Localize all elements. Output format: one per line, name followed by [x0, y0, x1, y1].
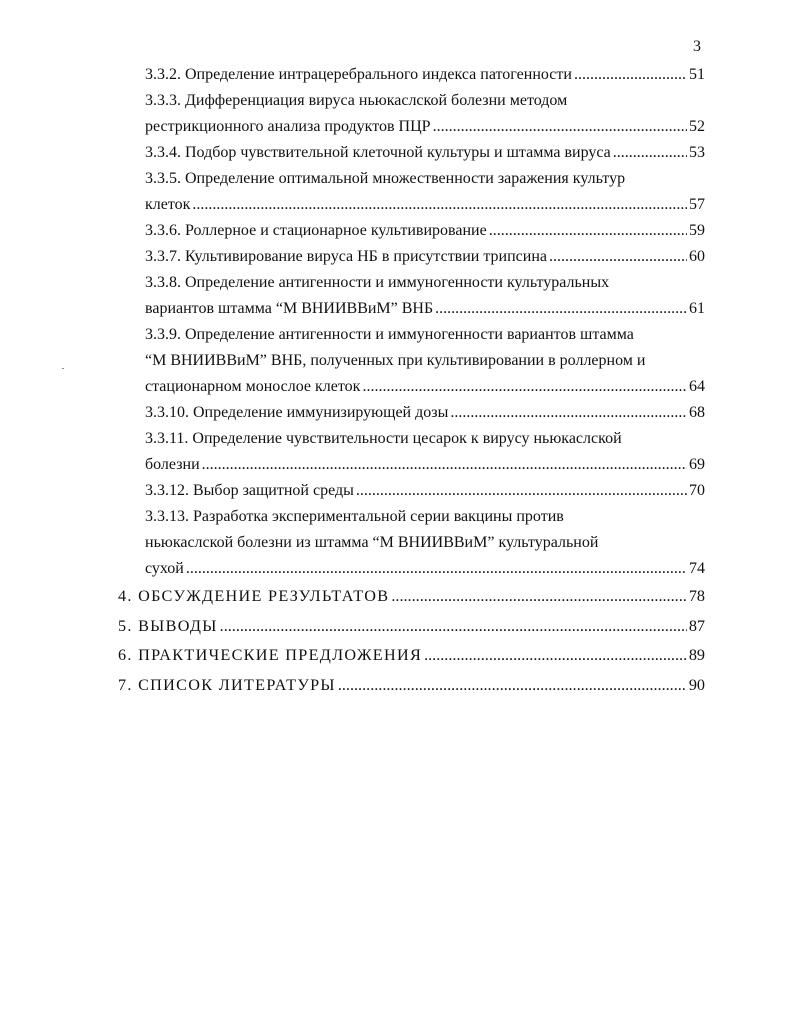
toc-entry-last-line — [145, 192, 705, 218]
toc-entry-last-line — [145, 452, 705, 478]
dot-leader — [192, 192, 687, 218]
toc-section-page: 90 — [688, 675, 705, 694]
toc-entry[interactable] — [0, 140, 705, 166]
toc-entry-title: 3.3.6. Роллерное и стационарное культивирование — [145, 222, 487, 239]
toc-entry-line: 3.3.3. Дифференциация вируса ньюкаслской болезни методом — [145, 92, 568, 109]
toc-entry-page: 60 — [689, 248, 705, 265]
toc-entry-last-line — [145, 400, 705, 426]
toc-section-title: 5. ВЫВОДЫ — [118, 616, 218, 635]
toc-entry-title: стационарном монослое клеток — [145, 378, 361, 395]
toc-entry-page: 74 — [689, 560, 705, 577]
toc-entry[interactable] — [0, 400, 705, 426]
toc-entry-page: 61 — [689, 300, 705, 317]
dot-leader — [202, 452, 687, 478]
dot-leader — [549, 244, 687, 270]
toc-entry[interactable] — [0, 504, 705, 582]
toc-entry-last-line — [145, 62, 705, 88]
toc-entry-last-line — [145, 556, 705, 582]
toc-entry-line: ньюкаслской болезни из штамма “М ВНИИВВиМ” культуральной — [145, 534, 599, 551]
toc-entry-page: 51 — [689, 66, 705, 83]
toc-section-page: 78 — [688, 587, 705, 605]
toc-entry[interactable] — [0, 478, 705, 504]
toc-entry-last-line — [145, 478, 705, 504]
toc-entry-title: 3.3.4. Подбор чувствительной клеточной культуры и штамма вируса — [145, 144, 611, 161]
toc-entry[interactable] — [0, 426, 705, 478]
toc-entry-page: 52 — [689, 118, 705, 135]
page-number: 3 — [693, 38, 701, 55]
toc-entry[interactable] — [0, 244, 705, 270]
toc-entry-title: рестрикционного анализа продуктов ПЦР — [145, 118, 431, 135]
toc-entry-last-line — [145, 114, 705, 140]
toc-entry-line: 3.3.13. Разработка экспериментальной серии вакцины против — [145, 508, 564, 525]
toc-section-title: 7. СПИСОК ЛИТЕРАТУРЫ — [118, 675, 336, 694]
toc-entry-line: 3.3.11. Определение чувствительности цесарок к вирусу ньюкаслской — [145, 430, 622, 447]
toc-entry-last-line — [145, 374, 705, 400]
toc-entry[interactable] — [0, 62, 705, 88]
toc-entry-title: вариантов штамма “М ВНИИВВиМ” ВНБ — [145, 300, 434, 317]
dot-leader — [613, 140, 687, 166]
dot-leader — [424, 641, 687, 671]
toc-entry-line: 3.3.8. Определение антигенности и иммуногенности культуральных — [145, 274, 610, 291]
toc-entry[interactable] — [0, 88, 705, 140]
toc-section-line — [118, 582, 705, 612]
toc-entry[interactable] — [0, 166, 705, 218]
toc-entry-page: 68 — [689, 404, 705, 421]
toc-entry-page: 57 — [689, 196, 705, 213]
toc-entry-title: болезни — [145, 456, 200, 473]
dot-leader — [338, 671, 687, 701]
toc-section[interactable] — [0, 612, 705, 642]
toc-entry-page: 64 — [689, 378, 705, 395]
toc-section-page: 87 — [688, 616, 705, 635]
dot-leader — [450, 400, 687, 426]
section-list — [0, 582, 793, 700]
toc-section[interactable] — [0, 582, 705, 612]
dot-leader — [433, 114, 687, 140]
table-of-contents — [0, 62, 793, 700]
toc-entry-line: 3.3.9. Определение антигенности и иммуногенности вариантов штамма — [145, 326, 634, 343]
toc-entry-title: 3.3.2. Определение интрацеребрального индекса патогенности — [145, 66, 572, 83]
toc-section[interactable] — [0, 641, 705, 671]
dot-leader — [489, 218, 687, 244]
toc-entry-last-line — [145, 244, 705, 270]
toc-section-title: 4. ОБСУЖДЕНИЕ РЕЗУЛЬТАТОВ — [118, 587, 390, 605]
toc-entry[interactable] — [0, 218, 705, 244]
toc-section-line — [118, 671, 705, 701]
dot-leader — [391, 582, 686, 612]
toc-entry-page: 70 — [689, 482, 705, 499]
toc-entry-page: 59 — [689, 222, 705, 239]
dot-leader — [435, 296, 687, 322]
toc-entry-title: сухой — [145, 560, 184, 577]
dot-leader — [356, 478, 687, 504]
toc-entry-title: клеток — [145, 196, 191, 213]
toc-entry-line: “М ВНИИВВиМ” ВНБ, полученных при культивировании в роллерном и — [145, 352, 646, 369]
subsection-list — [0, 62, 793, 582]
toc-section-title: 6. ПРАКТИЧЕСКИЕ ПРЕДЛОЖЕНИЯ — [118, 646, 423, 664]
dot-leader — [574, 62, 687, 88]
toc-entry-line: 3.3.5. Определение оптимальной множественности заражения культур — [145, 170, 626, 187]
toc-entry-page: 53 — [689, 144, 705, 161]
toc-entry-last-line — [145, 296, 705, 322]
toc-section-line — [118, 641, 705, 671]
toc-section-line — [118, 612, 705, 642]
toc-entry-page: 69 — [689, 456, 705, 473]
toc-entry[interactable] — [0, 322, 705, 400]
toc-entry-last-line — [145, 140, 705, 166]
toc-section[interactable] — [0, 671, 705, 701]
dot-leader — [362, 374, 687, 400]
toc-entry-title: 3.3.10. Определение иммунизирующей дозы — [145, 404, 449, 421]
dot-leader — [220, 612, 687, 642]
toc-entry[interactable] — [0, 270, 705, 322]
toc-entry-title: 3.3.12. Выбор защитной среды — [145, 482, 354, 499]
toc-entry-last-line — [145, 218, 705, 244]
dot-leader — [186, 556, 687, 582]
toc-entry-title: 3.3.7. Культивирование вируса НБ в присутствии трипсина — [145, 248, 547, 265]
toc-section-page: 89 — [688, 646, 705, 664]
